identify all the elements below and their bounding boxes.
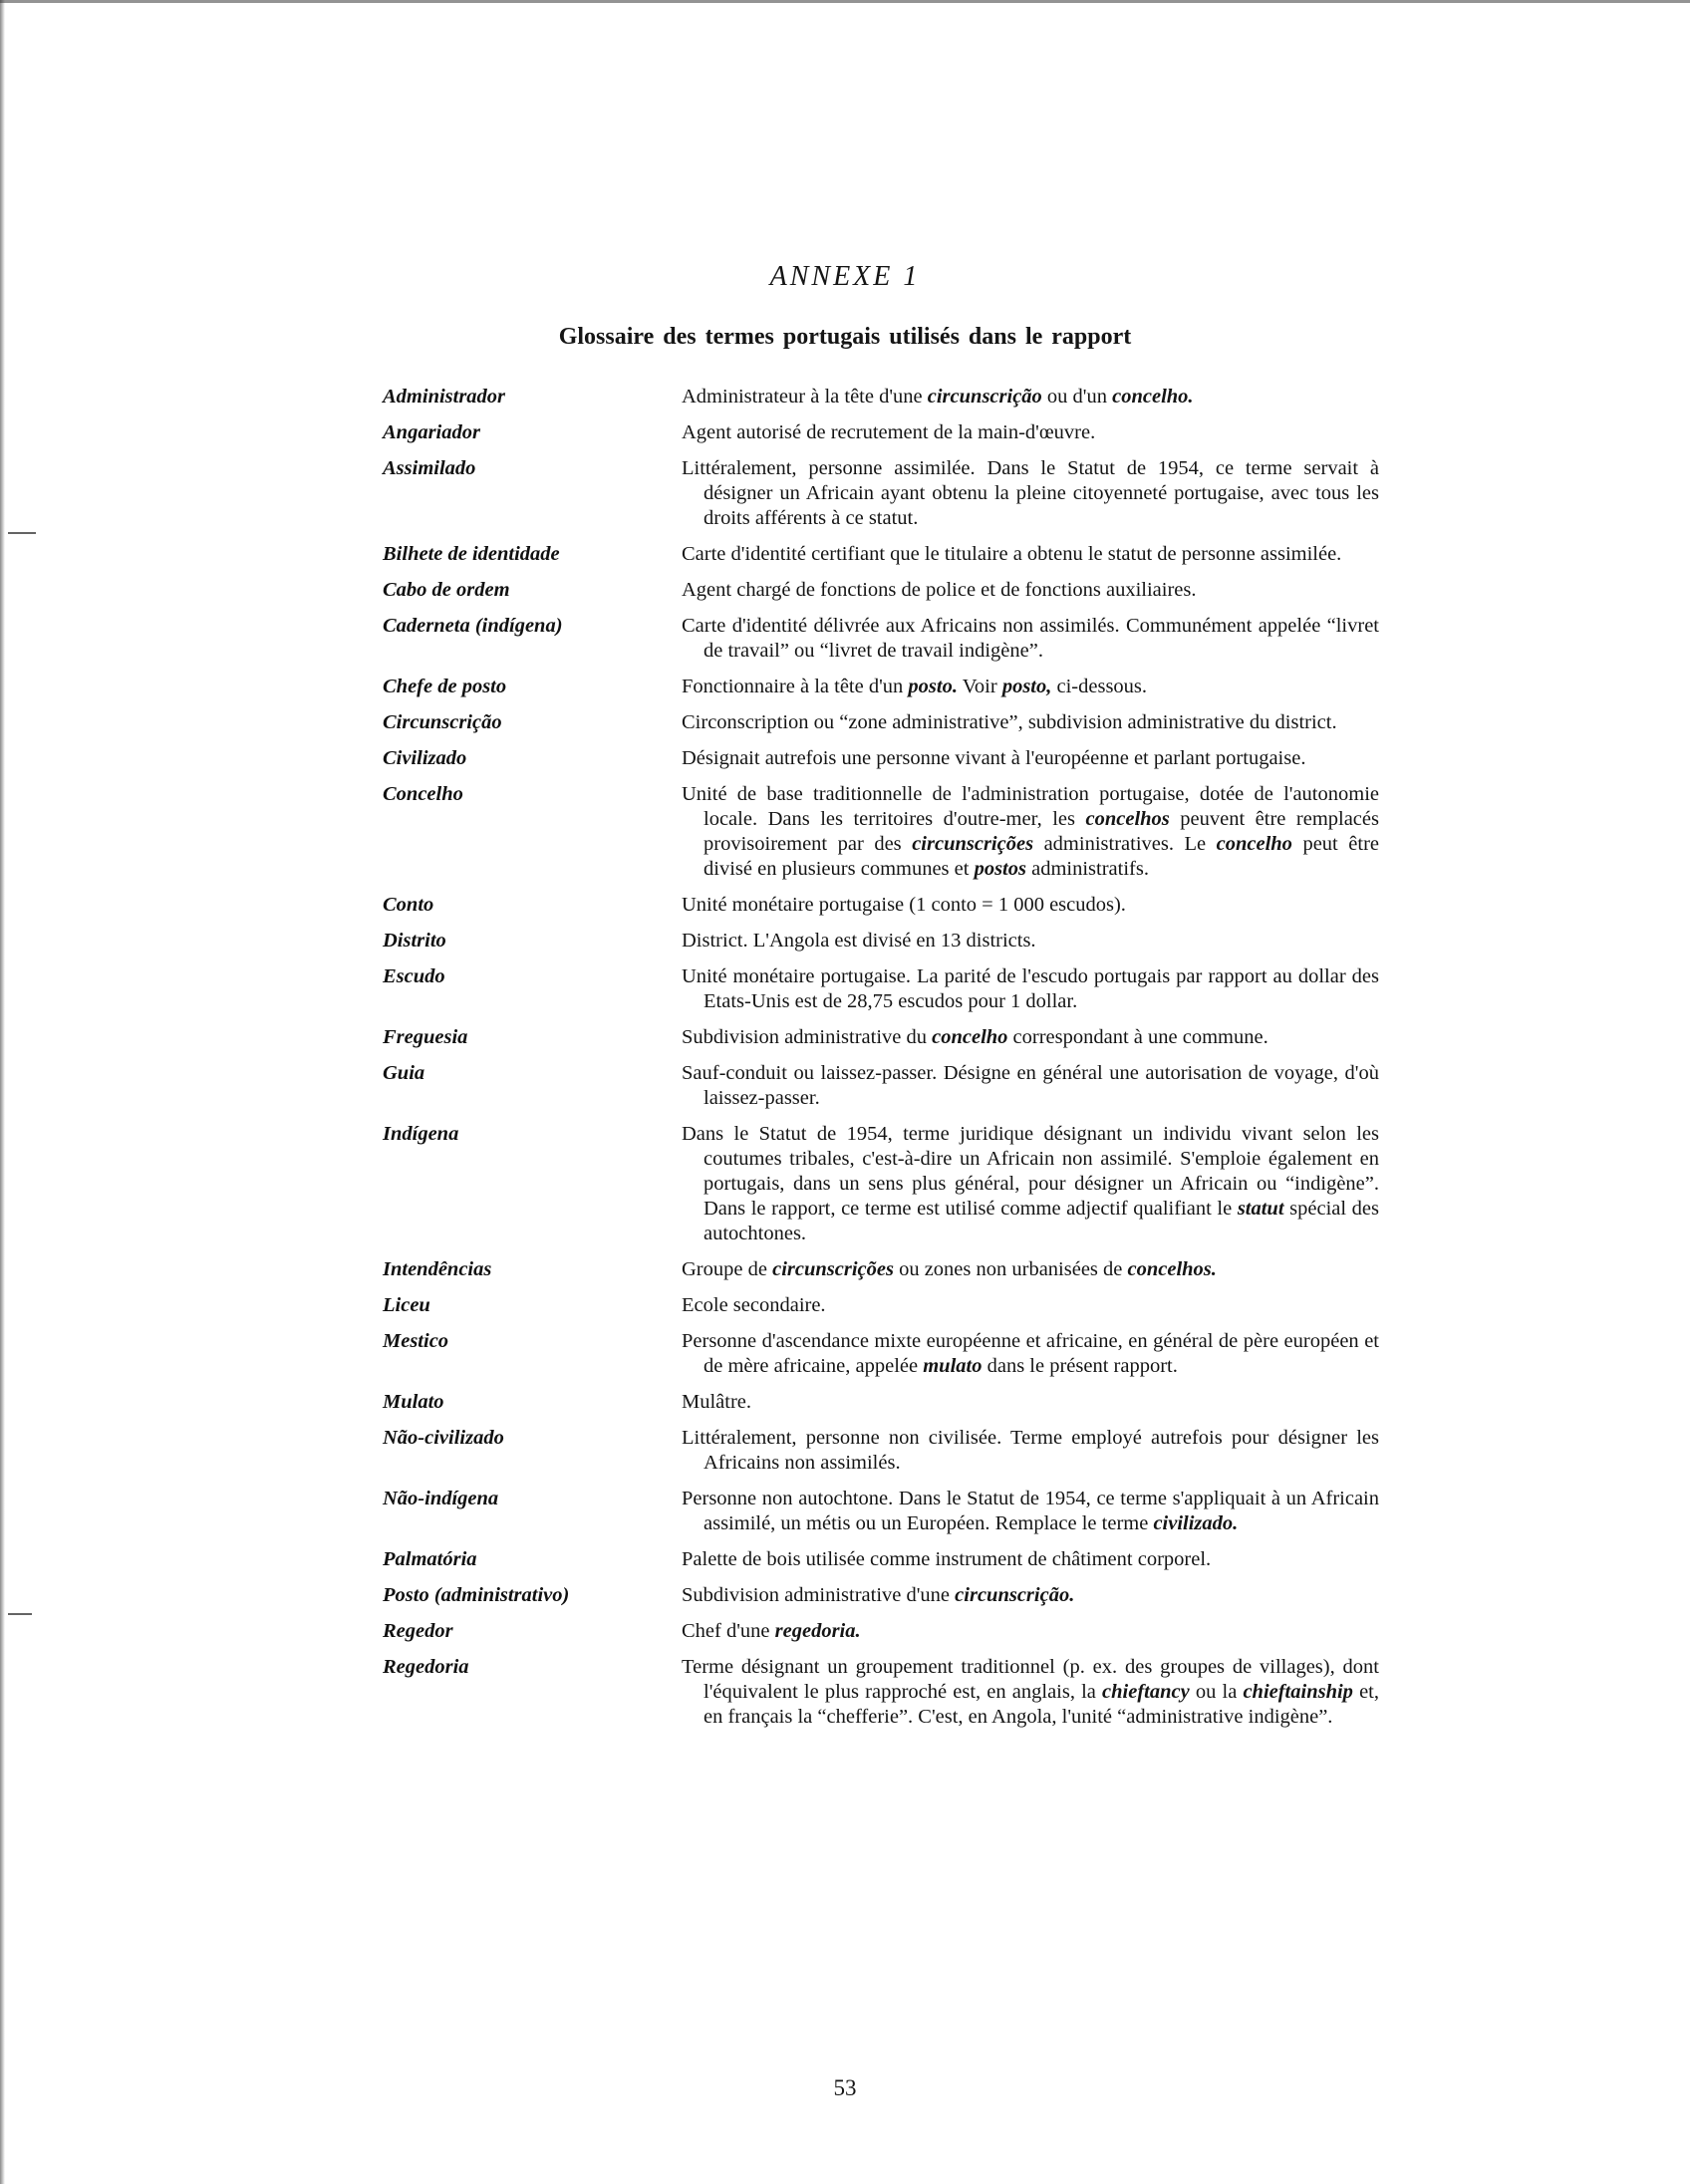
glossary-entry xyxy=(383,675,1379,699)
glossary-entry xyxy=(383,1583,1379,1608)
glossary-term: Não-indígena xyxy=(383,1488,499,1509)
glossary-definition: Sauf-conduit ou laissez-passer. Désigne en général une autorisation de voyage, d'où laissez-passer. xyxy=(682,1062,1379,1109)
glossary-entry xyxy=(383,1329,1379,1379)
glossary-entry xyxy=(383,1547,1379,1572)
glossary-term: Assimilado xyxy=(383,457,476,479)
glossary-heading: Glossaire des termes portugais utilisés dans le rapport xyxy=(558,324,1132,350)
glossary-term: Concelho xyxy=(383,783,463,805)
glossary-term: Palmatória xyxy=(383,1548,477,1570)
glossary-term: Escudo xyxy=(383,965,445,987)
glossary-definition: Subdivision administrative du concelho correspondant à une commune. xyxy=(682,1026,1268,1048)
glossary-term: Conto xyxy=(383,894,434,916)
glossary-definition: District. L'Angola est divisé en 13 districts. xyxy=(682,930,1036,952)
glossary-definition: Carte d'identité délivrée aux Africains non assimilés. Communément appelée “livret de travail” ou “livret de travail indigène”. xyxy=(682,615,1379,662)
glossary-entry xyxy=(383,710,1379,735)
glossary-definition: Personne non autochtone. Dans le Statut de 1954, ce terme s'appliquait à un Africain assimilé, un métis ou un Européen. Remplace le terme civilizado. xyxy=(682,1488,1379,1534)
glossary-entry xyxy=(383,746,1379,771)
glossary-definition: Littéralement, personne assimilée. Dans le Statut de 1954, ce terme servait à désigner un Africain ayant obtenu la pleine citoyenneté portugaise, avec tous les droits afférents à ce statut. xyxy=(682,457,1379,529)
glossary-definition: Fonctionnaire à la tête d'un posto. Voir posto, ci-dessous. xyxy=(682,676,1148,697)
glossary-term: Regedoria xyxy=(383,1656,469,1678)
glossary-term: Posto (administrativo) xyxy=(383,1584,570,1606)
glossary-definition: Désignait autrefois une personne vivant à l'européenne et parlant portugaise. xyxy=(682,747,1306,769)
glossary-term: Chefe de posto xyxy=(383,676,507,697)
glossary-entry xyxy=(383,614,1379,664)
glossary-definition: Dans le Statut de 1954, terme juridique désignant un individu vivant selon les coutumes tribales, c'est-à-dire un Africain non assimilé. S'emploie également en portugais, dans un sens plus général, pour désigner un Africain ou “indigène”. Dans le rapport, ce terme est utilisé comme adjectif qualifiant le statut spécial des autochtones. xyxy=(682,1123,1379,1244)
glossary-definition: Unité monétaire portugaise. La parité de l'escudo portugais par rapport au dollar des Etats-Unis est de 28,75 escudos pour 1 dollar. xyxy=(682,965,1379,1012)
glossary-entry xyxy=(383,893,1379,918)
glossary-term: Distrito xyxy=(383,930,446,952)
scan-mark xyxy=(8,1613,32,1615)
glossary-definition: Ecole secondaire. xyxy=(682,1294,826,1316)
glossary-entry xyxy=(383,782,1379,882)
glossary-list xyxy=(383,385,1379,1741)
glossary-entry xyxy=(383,1390,1379,1415)
glossary-definition: Circonscription ou “zone administrative”, subdivision administrative du district. xyxy=(682,711,1337,733)
glossary-term: Liceu xyxy=(383,1294,430,1316)
glossary-definition: Chef d'une regedoria. xyxy=(682,1620,861,1642)
glossary-definition: Administrateur à la tête d'une circunscrição ou d'un concelho. xyxy=(682,386,1194,408)
scan-edge-top xyxy=(0,0,1690,13)
glossary-entry xyxy=(383,1257,1379,1282)
glossary-entry xyxy=(383,1293,1379,1318)
glossary-entry xyxy=(383,1426,1379,1476)
glossary-entry xyxy=(383,1487,1379,1536)
glossary-definition: Mulâtre. xyxy=(682,1391,752,1413)
glossary-entry xyxy=(383,542,1379,567)
glossary-entry xyxy=(383,1619,1379,1644)
glossary-term: Não-civilizado xyxy=(383,1427,504,1449)
glossary-entry xyxy=(383,385,1379,410)
glossary-term: Angariador xyxy=(383,421,480,443)
glossary-entry xyxy=(383,420,1379,445)
glossary-entry xyxy=(383,1122,1379,1246)
glossary-entry xyxy=(383,1025,1379,1050)
glossary-term: Regedor xyxy=(383,1620,453,1642)
glossary-definition: Carte d'identité certifiant que le titulaire a obtenu le statut de personne assimilée. xyxy=(682,543,1342,565)
glossary-term: Freguesia xyxy=(383,1026,468,1048)
glossary-definition: Unité monétaire portugaise (1 conto = 1 000 escudos). xyxy=(682,894,1126,916)
glossary-term: Caderneta (indígena) xyxy=(383,615,563,637)
glossary-term: Intendências xyxy=(383,1258,492,1280)
glossary-definition: Terme désignant un groupement traditionnel (p. ex. des groupes de villages), dont l'équivalent le plus rapproché est, en anglais, la chieftancy ou la chieftainship et, en français la “chefferie”. C'est, en Angola, l'unité “administrative indigène”. xyxy=(682,1656,1379,1728)
glossary-term: Guia xyxy=(383,1062,425,1084)
glossary-entry xyxy=(383,929,1379,954)
glossary-term: Cabo de ordem xyxy=(383,579,510,601)
glossary-entry xyxy=(383,964,1379,1014)
glossary-definition: Personne d'ascendance mixte européenne et africaine, en général de père européen et de mère africaine, appelée mulato dans le présent rapport. xyxy=(682,1330,1379,1377)
glossary-entry xyxy=(383,578,1379,603)
glossary-definition: Agent chargé de fonctions de police et de fonctions auxiliaires. xyxy=(682,579,1197,601)
glossary-definition: Agent autorisé de recrutement de la main-d'œuvre. xyxy=(682,421,1096,443)
glossary-entry xyxy=(383,1655,1379,1730)
glossary-term: Administrador xyxy=(383,386,506,408)
page-number: 53 xyxy=(833,2075,857,2100)
glossary-definition: Palette de bois utilisée comme instrument de châtiment corporel. xyxy=(682,1548,1212,1570)
glossary-term: Indígena xyxy=(383,1123,459,1145)
glossary-entry xyxy=(383,1061,1379,1111)
glossary-term: Mulato xyxy=(383,1391,444,1413)
glossary-definition: Groupe de circunscrições ou zones non urbanisées de concelhos. xyxy=(682,1258,1217,1280)
glossary-definition: Subdivision administrative d'une circunscrição. xyxy=(682,1584,1075,1606)
annex-title: ANNEXE 1 xyxy=(769,261,921,292)
scan-mark xyxy=(8,532,36,534)
glossary-term: Bilhete de identidade xyxy=(383,543,560,565)
glossary-definition: Unité de base traditionnelle de l'administration portugaise, dotée de l'autonomie locale. Dans les territoires d'outre-mer, les concelhos peuvent être remplacés provisoirement par des circunscrições administratives. Le concelho peut être divisé en plusieurs communes et postos administratifs. xyxy=(682,783,1380,880)
glossary-term: Circunscrição xyxy=(383,711,502,733)
glossary-definition: Littéralement, personne non civilisée. Terme employé autrefois pour désigner les Africains non assimilés. xyxy=(682,1427,1379,1474)
glossary-term: Civilizado xyxy=(383,747,467,769)
glossary-entry xyxy=(383,456,1379,531)
glossary-term: Mestico xyxy=(383,1330,449,1352)
